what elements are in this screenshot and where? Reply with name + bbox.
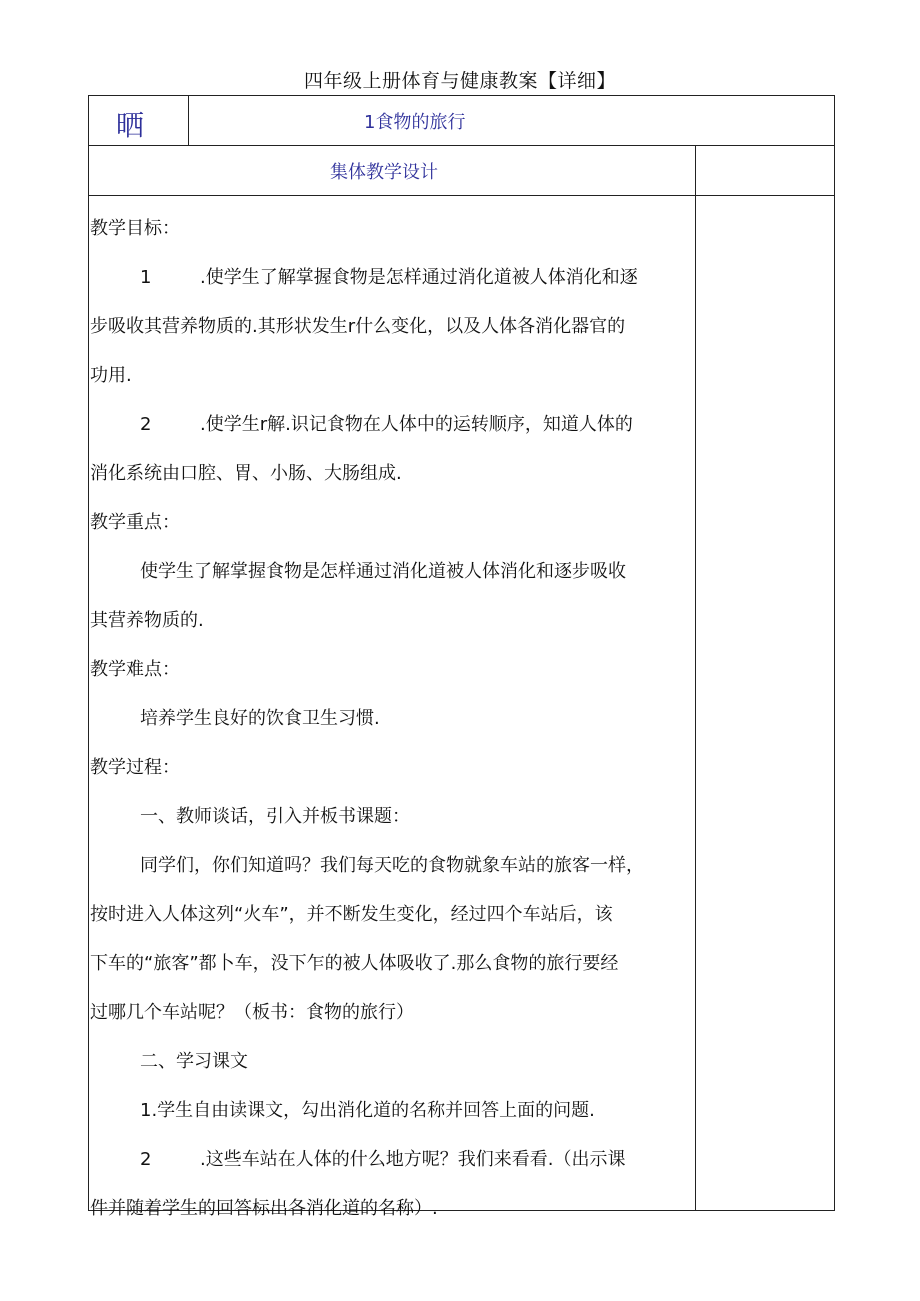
process-heading: 教学过程： <box>90 757 180 778</box>
item-2-line-1 <box>90 1135 690 1184</box>
talk-line-4: 过哪几个车站呢？（板书：食物的旅行） <box>90 1002 414 1023</box>
item-2-line-2: 件并随着学生的回答标出各消化道的名称）. <box>90 1198 438 1219</box>
table-row-divider-2 <box>88 195 835 196</box>
step-two-heading: 二、学习课文 <box>140 1051 248 1072</box>
objective-1-line-3: 功用. <box>90 365 132 386</box>
lesson-title: 1食物的旅行 <box>364 112 466 133</box>
lesson-label: 晒 <box>116 109 145 142</box>
table-border-left <box>88 95 89 1211</box>
objective-1-text: .使学生了解掌握食物是怎样通过消化道被人体消化和逐 <box>200 267 638 288</box>
objective-1-line-1 <box>90 253 690 302</box>
talk-line-2: 按时进入人体这列“火车”，并不断发生变化，经过四个车站后，该 <box>90 904 613 925</box>
item-2-text: .这些车站在人体的什么地方呢？我们来看看.（出示课 <box>200 1149 626 1170</box>
objective-2-line-2: 消化系统由口腔、胃、小肠、大肠组成. <box>90 463 402 484</box>
objective-2-text: .使学生r解.识记食物在人体中的运转顺序，知道人体的 <box>200 414 633 435</box>
talk-line-1: 同学们，你们知道吗？我们每天吃的食物就象车站的旅客一样， <box>140 855 644 876</box>
table-border-top <box>88 95 835 96</box>
lesson-content <box>90 204 690 1233</box>
difficulty-text: 培养学生良好的饮食卫生习惯. <box>140 708 380 729</box>
item-2-number: 2 <box>140 1149 152 1170</box>
table-border-right <box>834 95 835 1211</box>
objective-1-number: 1 <box>140 267 152 288</box>
notes-column-divider <box>695 145 696 1211</box>
step-one-heading: 一、教师谈话，引入并板书课题： <box>140 806 410 827</box>
talk-line-3: 下车的“旅客”都卜车，没下乍的被人体吸收了.那么食物的旅行要经 <box>90 953 619 974</box>
key-points-line-2: 其营养物质的. <box>90 610 204 631</box>
objective-2-line-1 <box>90 400 690 449</box>
objective-1-line-2: 步吸收其营养物质的.其形状发生r什么变化，以及人体各消化器官的 <box>90 316 626 337</box>
objectives-heading: 教学目标： <box>90 218 180 239</box>
objective-2-number: 2 <box>140 414 152 435</box>
key-points-line-1: 使学生了解掌握食物是怎样通过消化道被人体消化和逐步吸收 <box>140 561 626 582</box>
table-row-divider-1 <box>88 145 835 146</box>
difficulty-heading: 教学难点： <box>90 659 180 680</box>
design-title: 集体教学设计 <box>330 162 438 183</box>
header-cell-divider <box>188 95 189 146</box>
item-1: 1.学生自由读课文，勾出消化道的名称并回答上面的问题. <box>140 1100 595 1121</box>
document-title: 四年级上册体育与健康教案【详细】 <box>303 70 616 92</box>
key-points-heading: 教学重点： <box>90 512 180 533</box>
